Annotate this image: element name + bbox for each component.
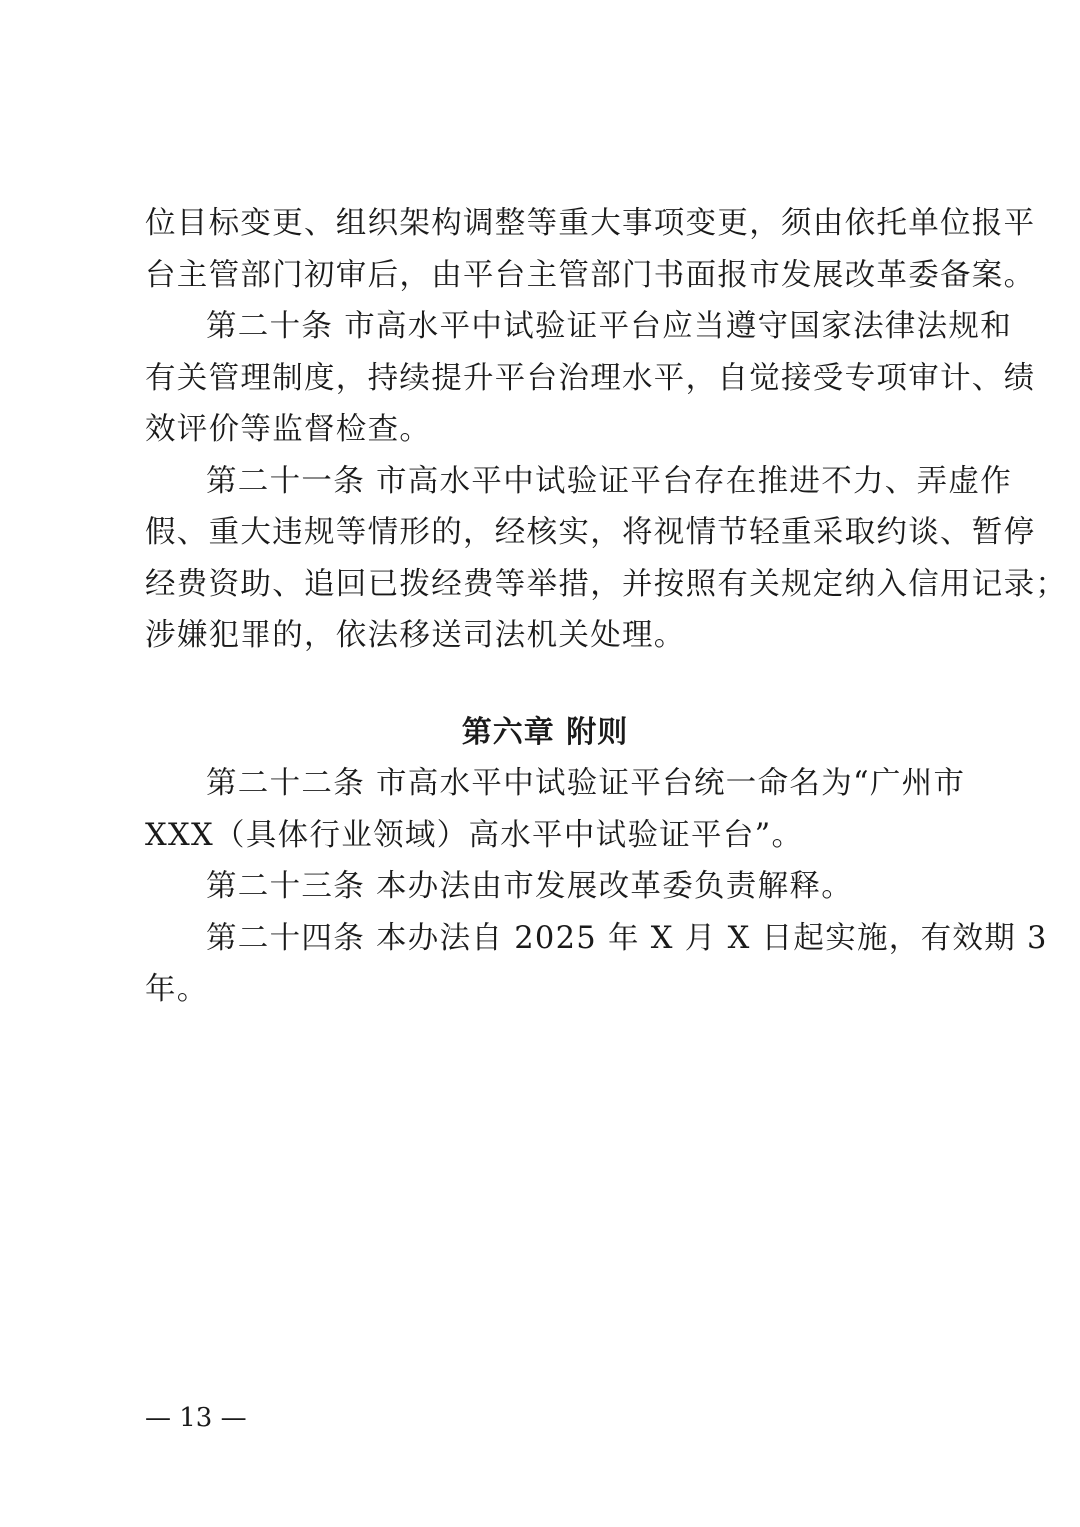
article-20-line: 第二十条 市高水平中试验证平台应当遵守国家法律法规和	[206, 309, 1012, 344]
chapter-title: 第六章 附则	[461, 714, 629, 750]
article-21-line: 假、重大违规等情形的，经核实，将视情节轻重采取约谈、暂停	[145, 515, 1036, 550]
article-20-line: 有关管理制度，持续提升平台治理水平，自觉接受专项审计、绩	[145, 360, 1036, 396]
article-23-line: 第二十三条 本办法由市发展改革委负责解释。	[206, 869, 853, 904]
paragraph-line: 台主管部门初审后，由平台主管部门书面报市发展改革委备案。	[145, 257, 1036, 293]
article-20-line: 效评价等监督检查。	[145, 412, 432, 447]
chapter-spacer	[145, 662, 945, 707]
page-number: — 13 —	[145, 1403, 247, 1433]
article-22-line: 第二十二条 市高水平中试验证平台统一命名为“广州市	[206, 766, 966, 801]
article-24-line: 年。	[145, 972, 209, 1007]
paragraph-line: 位目标变更、组织架构调整等重大事项变更，须由依托单位报平	[145, 206, 1036, 241]
article-21-line: 涉嫌犯罪的，依法移送司法机关处理。	[145, 618, 686, 653]
document-body	[145, 198, 1068, 1016]
article-22-line: XXX（具体行业领域）高水平中试验证平台”。	[145, 817, 804, 853]
article-24-line: 第二十四条 本办法自 2025 年 X 月 X 日起实施，有效期 3	[206, 920, 1048, 956]
article-21-line: 第二十一条 市高水平中试验证平台存在推进不力、弄虚作	[206, 463, 1012, 499]
article-21-line: 经费资助、追回已拨经费等举措，并按照有关规定纳入信用记录；	[145, 566, 1068, 602]
